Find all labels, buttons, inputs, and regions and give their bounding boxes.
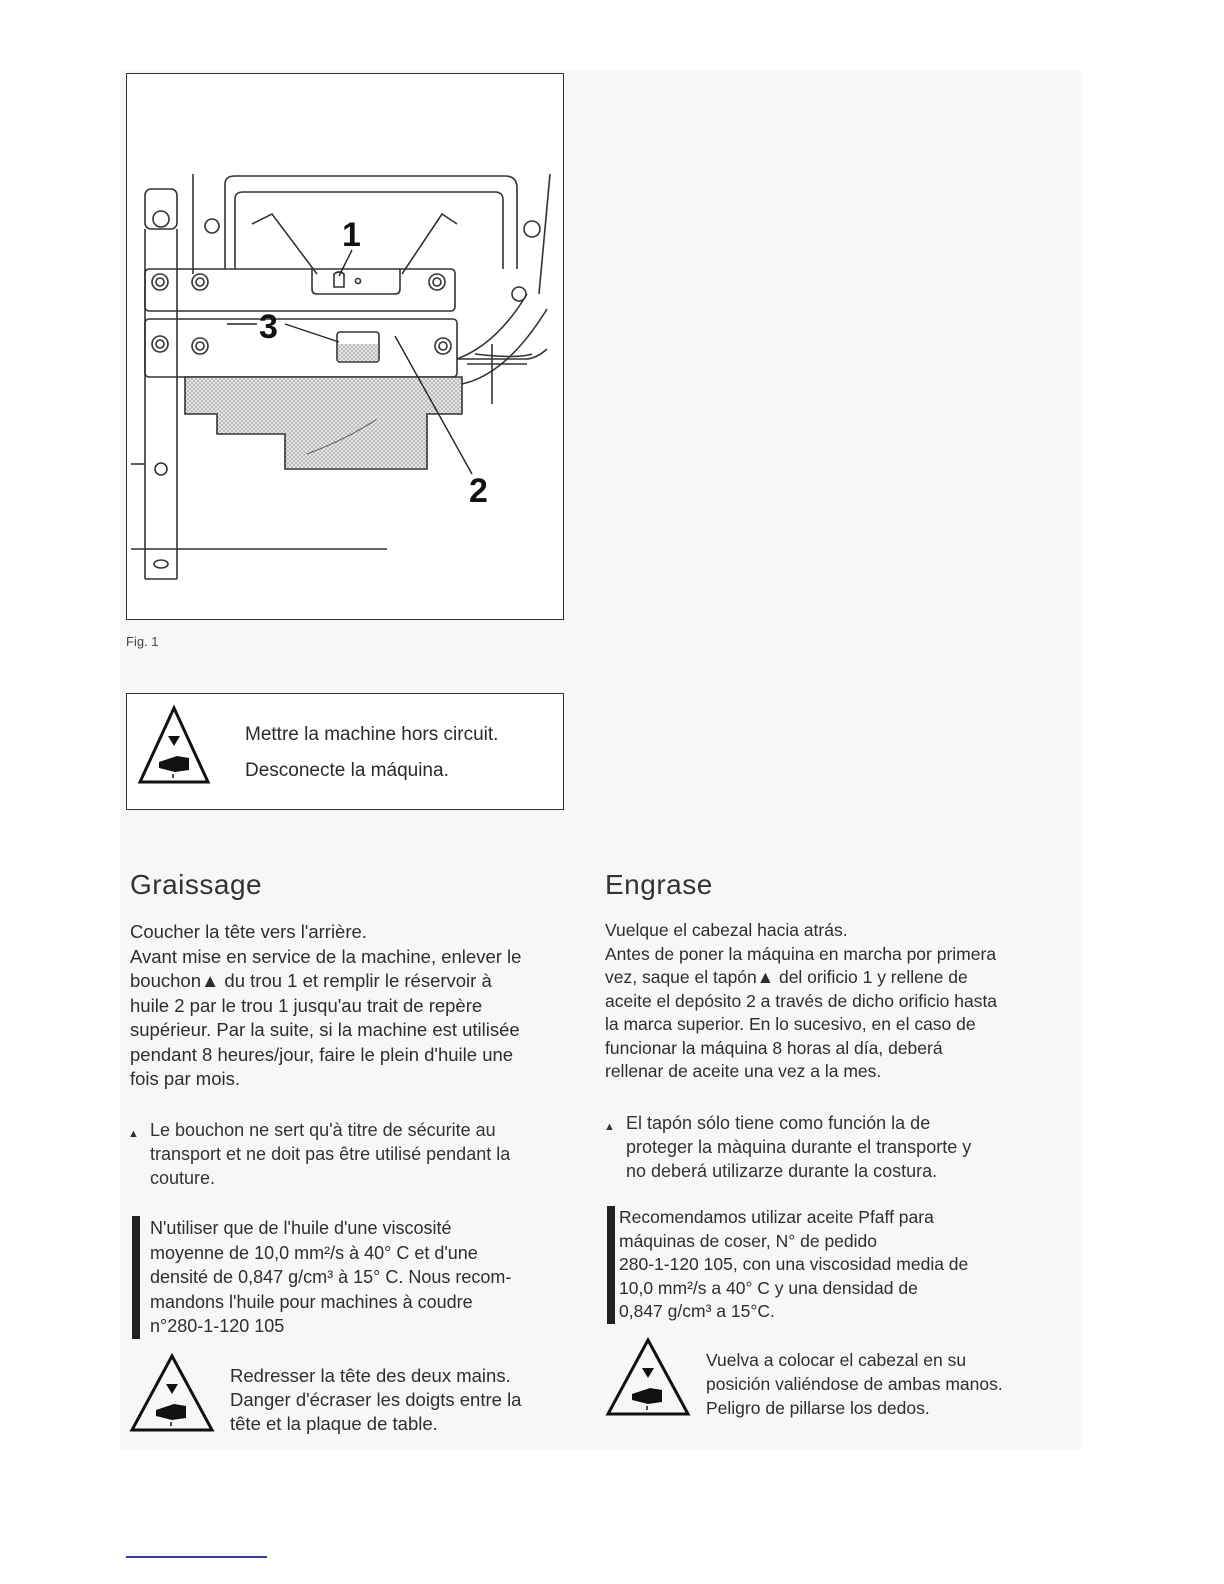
oil-spec-line: N'utiliser que de l'huile d'une viscosité: [150, 1218, 452, 1238]
paragraph-line: Avant mise en service de la machine, enlever le: [130, 945, 522, 967]
footer-rule: [126, 1556, 267, 1558]
paragraph-line: aceite el depósito 2 a través de dicho orificio hasta: [605, 990, 998, 1011]
paragraph-line: vez, saque el tapón▲ del orificio 1 y rellene de: [605, 967, 968, 987]
oil-spec-line: n°280-1-120 105: [150, 1316, 285, 1336]
figure-label-2: 2: [469, 472, 488, 510]
oil-spec-line: 280-1-120 105, con una viscosidad media de: [619, 1254, 969, 1274]
paragraph-line: supérieur. Par la suite, si la machine est utilisée: [130, 1019, 520, 1040]
footnote-spanish: [604, 1111, 1064, 1183]
footnote-french: [128, 1118, 568, 1190]
paragraph-line: la marca superior. En lo sucesivo, en el caso de: [605, 1014, 976, 1034]
footnote-marker: ▲: [604, 1121, 615, 1133]
paragraph-line: funcionar la máquina 8 horas al día, deberá: [605, 1037, 943, 1058]
figure-label-3: 3: [259, 308, 278, 346]
figure-1-illustration: [126, 73, 564, 620]
heading-french: Graissage: [130, 869, 263, 900]
warning-line: tête et la plaque de table.: [230, 1413, 438, 1434]
oil-spec-french: [132, 1216, 511, 1339]
heading-spanish: Engrase: [605, 869, 713, 900]
machine-oil-reservoir-drawing: [127, 74, 563, 619]
warning-hand-icon: [604, 1336, 692, 1418]
warning-text-spanish: [706, 1348, 1003, 1420]
oil-spec-line: Recomendamos utilizar aceite Pfaff para: [619, 1207, 934, 1227]
paragraph-line: bouchon▲ du trou 1 et remplir le réservoir à: [130, 970, 492, 991]
paragraph-line: fois par mois.: [130, 1068, 241, 1089]
oil-spec-line: mandons l'huile pour machines à coudre: [150, 1291, 473, 1312]
warning-line: Danger d'écraser les doigts entre la: [230, 1389, 522, 1410]
paragraph-french: [130, 920, 521, 1092]
footnote-line: transport et ne doit pas être utilisé pendant la: [150, 1144, 511, 1164]
figure-label-1: 1: [342, 216, 361, 254]
paragraph-spanish: [605, 919, 997, 1084]
oil-spec-line: densité de 0,847 g/cm³ à 15° C. Nous recom-: [150, 1267, 512, 1287]
warning-line: Peligro de pillarse los dedos.: [706, 1398, 930, 1418]
figure-caption: Fig. 1: [126, 634, 159, 649]
warning-text-french: [230, 1364, 521, 1436]
paragraph-line: Antes de poner la máquina en marcha por primera: [605, 943, 997, 964]
oil-spec-line: 10,0 mm²/s a 40° C y una densidad de: [619, 1277, 918, 1298]
paragraph-line: Vuelque el cabezal hacia atrás.: [605, 920, 848, 940]
footnote-line: no deberá utilizarze durante la costura.: [626, 1161, 938, 1181]
paragraph-line: Coucher la tête vers l'arrière.: [130, 921, 367, 942]
warning-french-head: [128, 1352, 568, 1442]
paragraph-line: huile 2 par le trou 1 jusqu'au trait de repère: [130, 994, 483, 1016]
oil-spec-line: moyenne de 10,0 mm²/s à 40° C et d'une: [150, 1242, 478, 1263]
paragraph-line: pendant 8 heures/jour, faire le plein d'huile une: [130, 1043, 514, 1065]
footnote-line: couture.: [150, 1168, 216, 1188]
warning-box-switch-off: [126, 693, 564, 810]
warning-spanish-head: [604, 1336, 1064, 1426]
warning-line: Vuelva a colocar el cabezal en su: [706, 1350, 967, 1370]
footnote-line: El tapón sólo tiene como función la de: [626, 1113, 931, 1133]
oil-spec-spanish: [607, 1206, 968, 1324]
warning-hand-icon: [128, 1352, 216, 1434]
footnote-marker: ▲: [128, 1128, 139, 1140]
warning-text-fr: Mettre la machine hors circuit.: [245, 724, 499, 745]
footnote-line: proteger la màquina durante el transporte y: [626, 1137, 972, 1157]
warning-hand-icon: [137, 704, 211, 786]
footnote-line: Le bouchon ne sert qu'à titre de sécurite au: [150, 1120, 496, 1140]
warning-line: posición valiéndose de ambas manos.: [706, 1374, 1003, 1394]
oil-spec-line: 0,847 g/cm³ a 15°C.: [619, 1301, 775, 1321]
warning-text-es: Desconecte la máquina.: [245, 760, 449, 781]
oil-spec-line: máquinas de coser, N° de pedido: [619, 1230, 877, 1251]
warning-line: Redresser la tête des deux mains.: [230, 1365, 511, 1386]
paragraph-line: rellenar de aceite una vez a la mes.: [605, 1061, 882, 1081]
